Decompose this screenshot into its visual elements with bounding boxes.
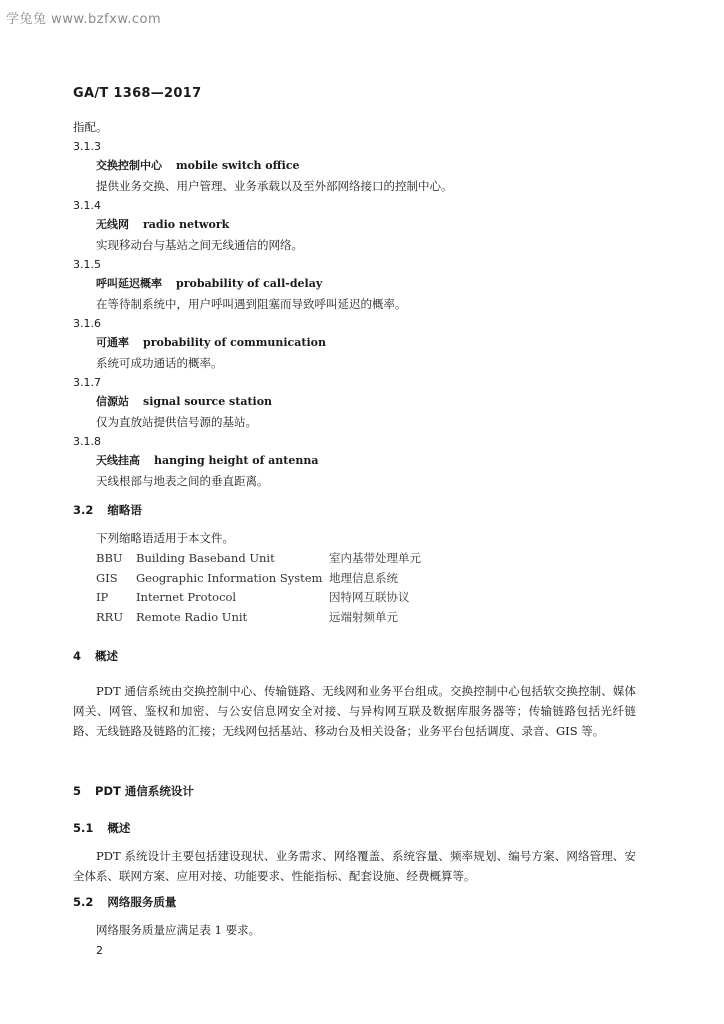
term-definition: 提供业务交换、用户管理、业务承载以及至外部网络接口的控制中心。	[96, 179, 453, 193]
standard-code: GA/T 1368—2017	[73, 86, 202, 101]
abbr-full: Remote Radio Unit	[136, 610, 248, 624]
section-heading	[73, 895, 176, 909]
section-title: 网络服务质量	[107, 895, 177, 909]
section-title: 概述	[107, 821, 131, 835]
term-definition: 实现移动台与基站之间无线通信的网络。	[96, 238, 303, 252]
section-heading	[73, 649, 118, 663]
term-zh: 交换控制中心	[96, 159, 162, 172]
abbr-code: BBU	[96, 551, 123, 565]
abbr-full: Internet Protocol	[136, 590, 237, 604]
section-heading	[73, 821, 130, 835]
term-zh: 呼叫延迟概率	[96, 277, 162, 290]
abbr-zh: 地理信息系统	[329, 571, 398, 585]
section-paragraph: 网络服务质量应满足表 1 要求。	[96, 923, 261, 937]
abbr-code: GIS	[96, 571, 118, 585]
term-heading	[96, 336, 326, 350]
section-heading	[73, 503, 142, 517]
section-intro: 下列缩略语适用于本文件。	[96, 531, 234, 545]
section-title: 概述	[95, 649, 119, 663]
term-en: radio network	[143, 218, 230, 231]
abbr-zh: 因特网互联协议	[329, 590, 410, 604]
abbr-code: RRU	[96, 610, 124, 624]
section-heading	[73, 784, 194, 798]
term-en: hanging height of antenna	[154, 454, 319, 467]
abbr-full: Geographic Information System	[136, 571, 323, 585]
term-number: 3.1.3	[73, 140, 101, 153]
term-en: signal source station	[143, 395, 273, 408]
section-number: 4	[73, 649, 82, 663]
term-zh: 信源站	[96, 395, 129, 408]
term-definition: 系统可成功通话的概率。	[96, 356, 223, 370]
section-title: 缩略语	[107, 503, 142, 517]
term-number: 3.1.4	[73, 199, 101, 212]
term-en: probability of communication	[143, 336, 326, 349]
term-definition: 在等待制系统中，用户呼叫遇到阻塞而导致呼叫延迟的概率。	[96, 297, 407, 311]
section-number: 3.2	[73, 503, 94, 517]
section-title: PDT 通信系统设计	[95, 784, 194, 798]
lead-line: 指配。	[73, 120, 108, 134]
section-paragraph: PDT 通信系统由交换控制中心、传输链路、无线网和业务平台组成。交换控制中心包括软交换控制、媒体网关、网管、鉴权和加密、与公安信息网安全对接、与异构网互联及数据库服务器等；传输链路包括光纤链路、无线链路及链路的汇接；无线网包括基站、移动台及相关设备；业务平台包括调度、录音、GIS 等。	[73, 684, 636, 738]
term-number: 3.1.8	[73, 435, 101, 448]
watermark: 学兔兔 www.bzfxw.com	[6, 12, 162, 27]
term-en: mobile switch office	[176, 159, 300, 172]
term-en: probability of call-delay	[176, 277, 323, 290]
section-number: 5.2	[73, 895, 94, 909]
term-heading	[96, 454, 319, 468]
term-zh: 无线网	[96, 218, 129, 231]
term-heading	[96, 159, 300, 173]
page-number: 2	[96, 944, 103, 957]
term-heading	[96, 395, 272, 409]
term-number: 3.1.6	[73, 317, 101, 330]
term-definition: 仅为直放站提供信号源的基站。	[96, 415, 257, 429]
term-definition: 天线根部与地表之间的垂直距离。	[96, 474, 269, 488]
term-heading	[96, 277, 322, 291]
term-number: 3.1.5	[73, 258, 101, 271]
abbr-code: IP	[96, 590, 109, 604]
abbr-zh: 室内基带处理单元	[329, 551, 421, 565]
term-zh: 可通率	[96, 336, 129, 349]
term-heading	[96, 218, 229, 232]
section-number: 5	[73, 784, 82, 798]
abbr-full: Building Baseband Unit	[136, 551, 275, 565]
term-zh: 天线挂高	[96, 454, 140, 467]
abbr-zh: 远端射频单元	[329, 610, 398, 624]
section-paragraph: PDT 系统设计主要包括建设现状、业务需求、网络覆盖、系统容量、频率规划、编号方案、网络管理、安全体系、联网方案、应用对接、功能要求、性能指标、配套设施、经费概算等。	[73, 849, 636, 883]
term-number: 3.1.7	[73, 376, 101, 389]
section-number: 5.1	[73, 821, 94, 835]
